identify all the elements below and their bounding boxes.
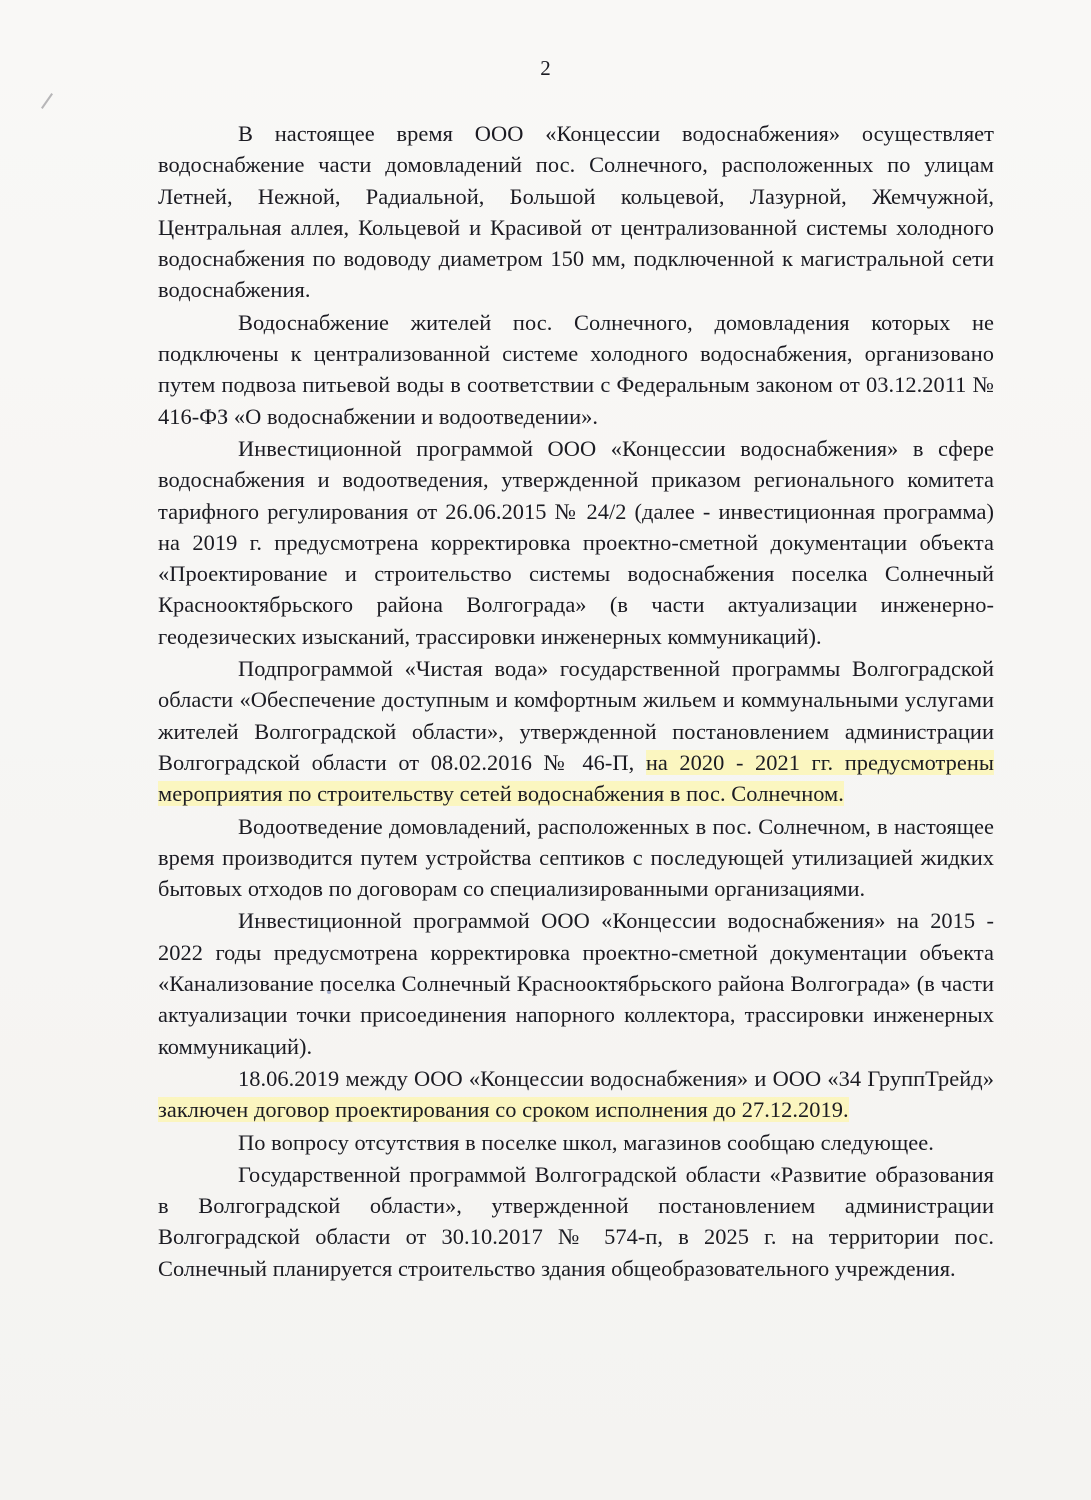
page-number: 2 bbox=[540, 56, 551, 80]
paragraph-water-delivery: Водоснабжение жителей пос. Солнечного, домовладения которых не подключены к централизованной системе холодного водоснабжения, организовано путем подвоза питьевой воды в соответствии с Федеральным законом от 03.12.2011 № 416-ФЗ «О водоснабжении и водоотведении». bbox=[158, 309, 994, 429]
paragraph-investment-program-water: Инвестиционной программой ООО «Концессии водоснабжения» в сфере водоснабжения и водоотведения, утвержденной приказом регионального комитета тарифного регулирования от 26.06.2015 № 24/2 (далее - инвестиционная программа) на 2019 г. предусмотрена корректировка проектно-сметной документации объекта «Проектирование и строительство системы водоснабжения поселка Солнечный Краснооктябрьского района Волгограда» (в части актуализации инженерно-геодезических изысканий, трассировки инженерных коммуникаций). bbox=[158, 435, 994, 649]
letter-body bbox=[158, 118, 994, 1284]
scan-mark bbox=[41, 93, 53, 109]
paragraph-design-contract: 18.06.2019 между ООО «Концессии водоснабжения» и ООО «34 ГруппТрейд» заключен договор проектирования со сроком исполнения до 27.12.2019. bbox=[158, 1065, 994, 1123]
paragraph-clean-water-subprogram: Подпрограммой «Чистая вода» государственной программы Волгоградской области «Обеспечение доступным и комфортным жильем и коммунальными услугами жителей Волгоградской области», утвержденной постановлением администрации Волгоградской области от 08.02.2016 № 46-П, на 2020 - 2021 гг. предусмотрены мероприятия по строительству сетей водоснабжения в пос. Солнечном. bbox=[158, 656, 994, 807]
paragraph-water-supply-current: В настоящее время ООО «Концессии водоснабжения» осуществляет водоснабжение части домовладений пос. Солнечного, расположенных по улицам Летней, Нежной, Радиальной, Большой кольцевой, Лазурной, Жемчужной, Центральная аллея, Кольцевой и Красивой от централизованной системы холодного водоснабжения по водоводу диаметром 150 мм, подключенной к магистральной сети водоснабжения. bbox=[158, 121, 994, 303]
highlighted-text: на 2020 - 2021 гг. предусмотрены мероприятия по строительству сетей водоснабжения в пос. Солнечном. bbox=[158, 749, 994, 807]
paragraph-education-program: Государственной программой Волгоградской области «Развитие образования в Волгоградской области», утвержденной постановлением администрации Волгоградской области от 30.10.2017 № 574-п, в 2025 г. на территории пос. Солнечный планируется строительство здания общеобразовательного учреждения. bbox=[158, 1161, 994, 1281]
paragraph-schools-shops: По вопросу отсутствия в поселке школ, магазинов сообщаю следующее. bbox=[238, 1129, 934, 1155]
highlighted-text: заключен договор проектирования со сроком исполнения до 27.12.2019. bbox=[158, 1097, 849, 1123]
paragraph-investment-program-sewerage: Инвестиционной программой ООО «Концессии водоснабжения» на 2015 - 2022 годы предусмотрена корректировка проектно-сметной документации объекта «Канализование поселка Солнечный Краснооктябрьского района Волгограда» (в части актуализации точки присоединения напорного коллектора, трассировки инженерных коммуникаций). bbox=[158, 908, 994, 1059]
paragraph-sewerage-current: Водоотведение домовладений, расположенных в пос. Солнечном, в настоящее время производится путем устройства септиков с последующей утилизацией жидких бытовых отходов по договорам со специализированными организациями. bbox=[158, 813, 994, 902]
